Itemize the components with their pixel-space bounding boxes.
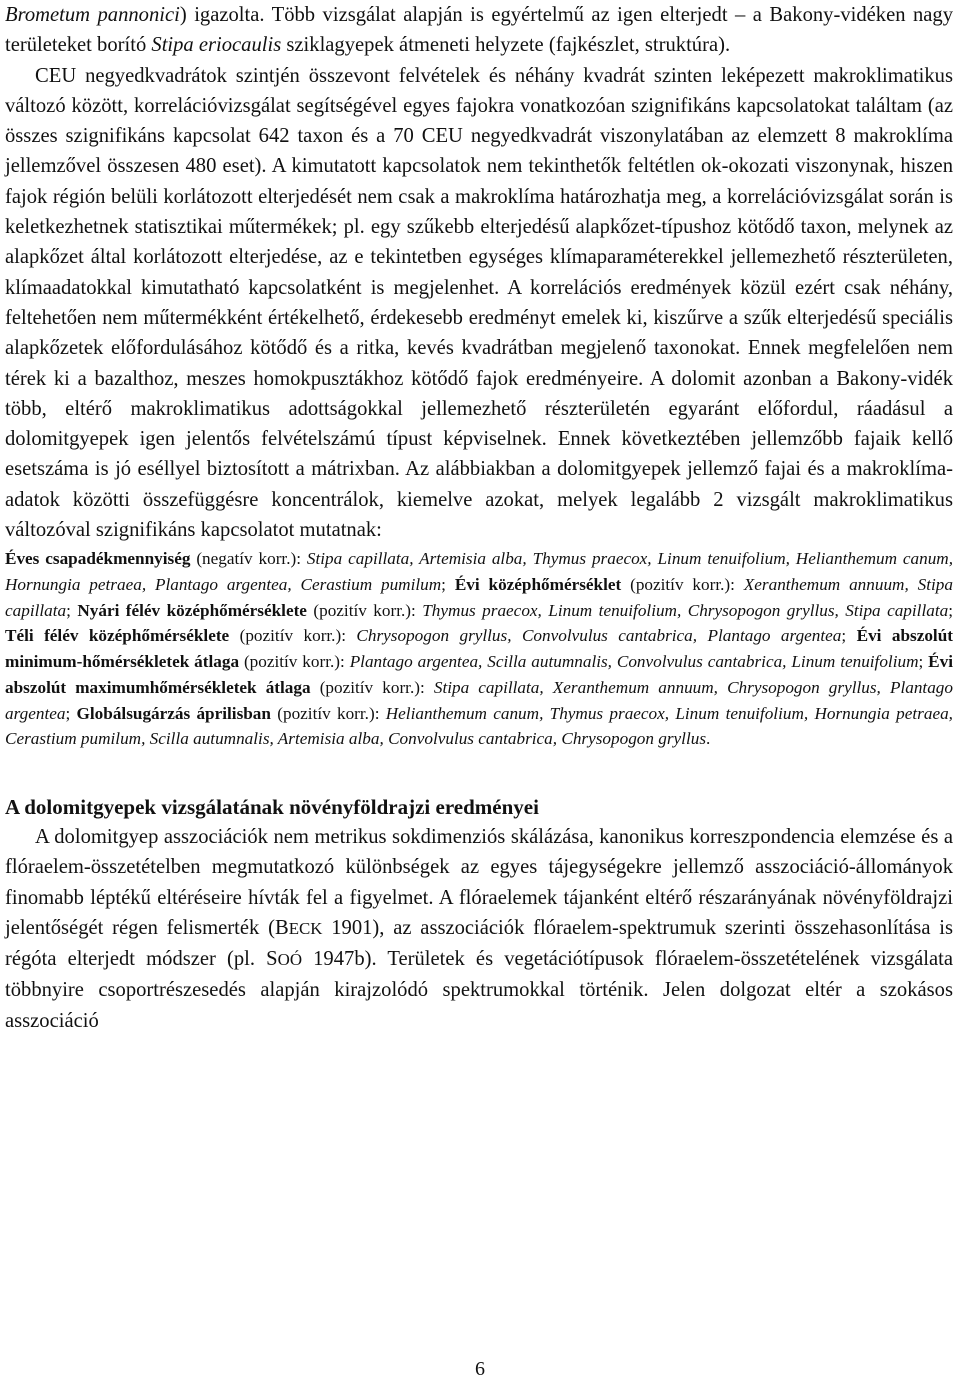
climate-variable-name: Évi abszolút maximumhőmérsékletek átlaga	[5, 652, 953, 697]
correlation-type: (pozitív korr.):	[310, 677, 434, 697]
climate-variable-name: Nyári félév középhőmérséklete	[77, 600, 307, 620]
author-citation: BECK	[274, 916, 323, 939]
separator: .	[706, 729, 711, 749]
correlation-type: (pozitív korr.):	[239, 652, 350, 672]
species-list: Xeranthemum annuum, Stipa capillata	[5, 575, 953, 620]
species-list: Chrysopogon gryllus, Convolvulus cantabrica, Plantago argentea	[356, 626, 842, 646]
species-list: Plantago argentea, Scilla autumnalis, Convolvulus cantabrica, Linum tenuifolium	[349, 652, 919, 672]
species-list: Helianthemum canum, Thymus praecox, Linum tenuifolium, Hornungia petraea, Cerastium pumilum, Scilla autumnalis, Artemisia alba, Convolvulus cantabrica, Chrysopogon gryllus	[5, 703, 953, 749]
climate-variable-name: Évi abszolút minimum-hőmérsékletek átlaga	[5, 626, 953, 672]
correlation-type: (pozitív korr.):	[270, 703, 386, 723]
intro-paragraph	[5, 0, 953, 61]
correlation-type: (pozitív korr.):	[621, 575, 744, 595]
document-page	[5, 0, 953, 1036]
species-name: Brometum pannonici	[5, 4, 180, 26]
author-citation: SOÓ	[266, 948, 303, 971]
correlation-type: (pozitív korr.):	[306, 600, 423, 620]
climate-variable-list	[5, 546, 953, 752]
separator: ;	[65, 703, 77, 723]
paragraph-text: A dolomitgyep asszociációk nem metrikus sokdimenziós skálázása, kanonikus korreszpondencia elemzése és a flóraelem-összetételben megmutatkozó különbségek az egyes tájegységekre jellemző asszociáció-állományok finomabb léptékű eltéréseire hívták fel a figyelmet. A flóraelemek tájanként eltérő részarányának növényföldrajzi jelentőségét régen felismerték (	[5, 825, 953, 939]
page-number: 6	[475, 1358, 485, 1380]
paragraph-text: 1947b). Területek és vegetációtípusok flóraelem-összetételének vizsgálata többnyire csoportrészesedés alapján kirajzolódó spektrumokkal történik. Jelen dolgozat eltér a szokásos asszociáció	[5, 948, 953, 1032]
correlation-paragraph: CEU negyedkvadrátok szintjén összevont felvételek és néhány kvadrát szinten leképezett makroklimatikus változó között, korrelációvizsgálat segítségével egyes fajokra vonatkozóan szignifikáns kapcsolatokat találtam (az összes szignifikáns kapcsolat 642 taxon és a 70 CEU negyedkvadrát viszonylatában az elemzett 8 makroklíma jellemzővel összesen 480 eset). A kimutatott kapcsolatok nem tekinthetők feltétlen ok-okozati viszonynak, hiszen fajok régión belüli korlátozott elterjedését nem csak a makroklíma határozhatja meg, a korrelációvizsgálat során is keletkezhetnek statisztikai műtermékek; pl. egy szűkebb elterjedésű alapkőzet-típushoz kötődő taxon, melynek az alapkőzet által korlátozott elterjedése, az e tekintetben egységes klímaparaméterekkel jellemezhető részterületen, klímaadatokkal kimutatható kapcsolatként is megjelenhet. A korrelációs eredmények közül ezért csak néhány, feltehetően nem műtermékként értékelhető, érdekesebb eredményt emelek ki, kiszűrve a szűk elterjedésű speciális alapkőzetek előfordulásához kötődő és a ritka, kevés kvadrátban megjelenő taxonokat. Ennek megfelelően nem térek ki a bazalthoz, meszes homokpusztákhoz kötődő fajok eredményeire. A dolomit azonban a Bakony-vidék több, eltérő makroklimatikus adottságokkal jellemezhető részterületén egyaránt előfordul, ráadásul a dolomitgyepek igen jelentős felvételszámú típust képviselnek. Ennek következtében jellemzőbb fajaik kellő esetszáma is jó eséllyel biztosított a mátrixban. Az alábbiakban a dolomitgyepek jellemző fajai és a makroklíma-adatok közötti összefüggésre koncentrálok, kiemelve azokat, melyek legalább 2 vizsgált makroklimatikus változóval szignifikáns kapcsolatot mutatnak:	[5, 64, 953, 542]
species-list: Stipa capillata, Artemisia alba, Thymus praecox, Linum tenuifolium, Helianthemum canum, Hornungia petraea, Plantago argentea, Cerastium pumilum	[5, 549, 954, 595]
species-name: Stipa eriocaulis	[151, 34, 282, 57]
climate-variable-name: Évi középhőmérséklet	[454, 575, 622, 595]
separator: ;	[948, 600, 953, 620]
section-heading: A dolomitgyepek vizsgálatának növényföldrajzi eredményei	[5, 794, 539, 819]
species-list: Thymus praecox, Linum tenuifolium, Chrysopogon gryllus, Stipa capillata	[422, 600, 949, 620]
separator: ;	[441, 575, 455, 595]
intro-text: sziklagyepek átmeneti helyzete (fajkészlet, struktúra).	[281, 34, 731, 57]
correlation-type: (pozitív korr.):	[229, 626, 357, 646]
climate-variable-name: Téli félév középhőmérséklete	[5, 626, 230, 646]
climate-variable-name: Globálsugárzás áprilisban	[76, 703, 271, 723]
species-list: Stipa capillata, Xeranthemum annuum, Chrysopogon gryllus, Plantago argentea	[5, 677, 953, 723]
section-paragraph	[5, 822, 953, 1036]
paragraph-text: 1901), az asszociációk flóraelem-spektrumuk szerinti összehasonlítása is régóta elterjedt módszer (pl.	[5, 916, 953, 971]
intro-text: ) igazolta. Több vizsgálat alapján is egyértelmű az igen elterjedt – a Bakony-vidéken nagy területeket borító	[5, 4, 954, 57]
climate-variable-name: Éves csapadékmennyiség	[5, 549, 191, 569]
separator: ;	[841, 626, 857, 646]
separator: ;	[66, 600, 78, 620]
correlation-type: (negatív korr.):	[190, 549, 307, 569]
separator: ;	[918, 652, 929, 672]
